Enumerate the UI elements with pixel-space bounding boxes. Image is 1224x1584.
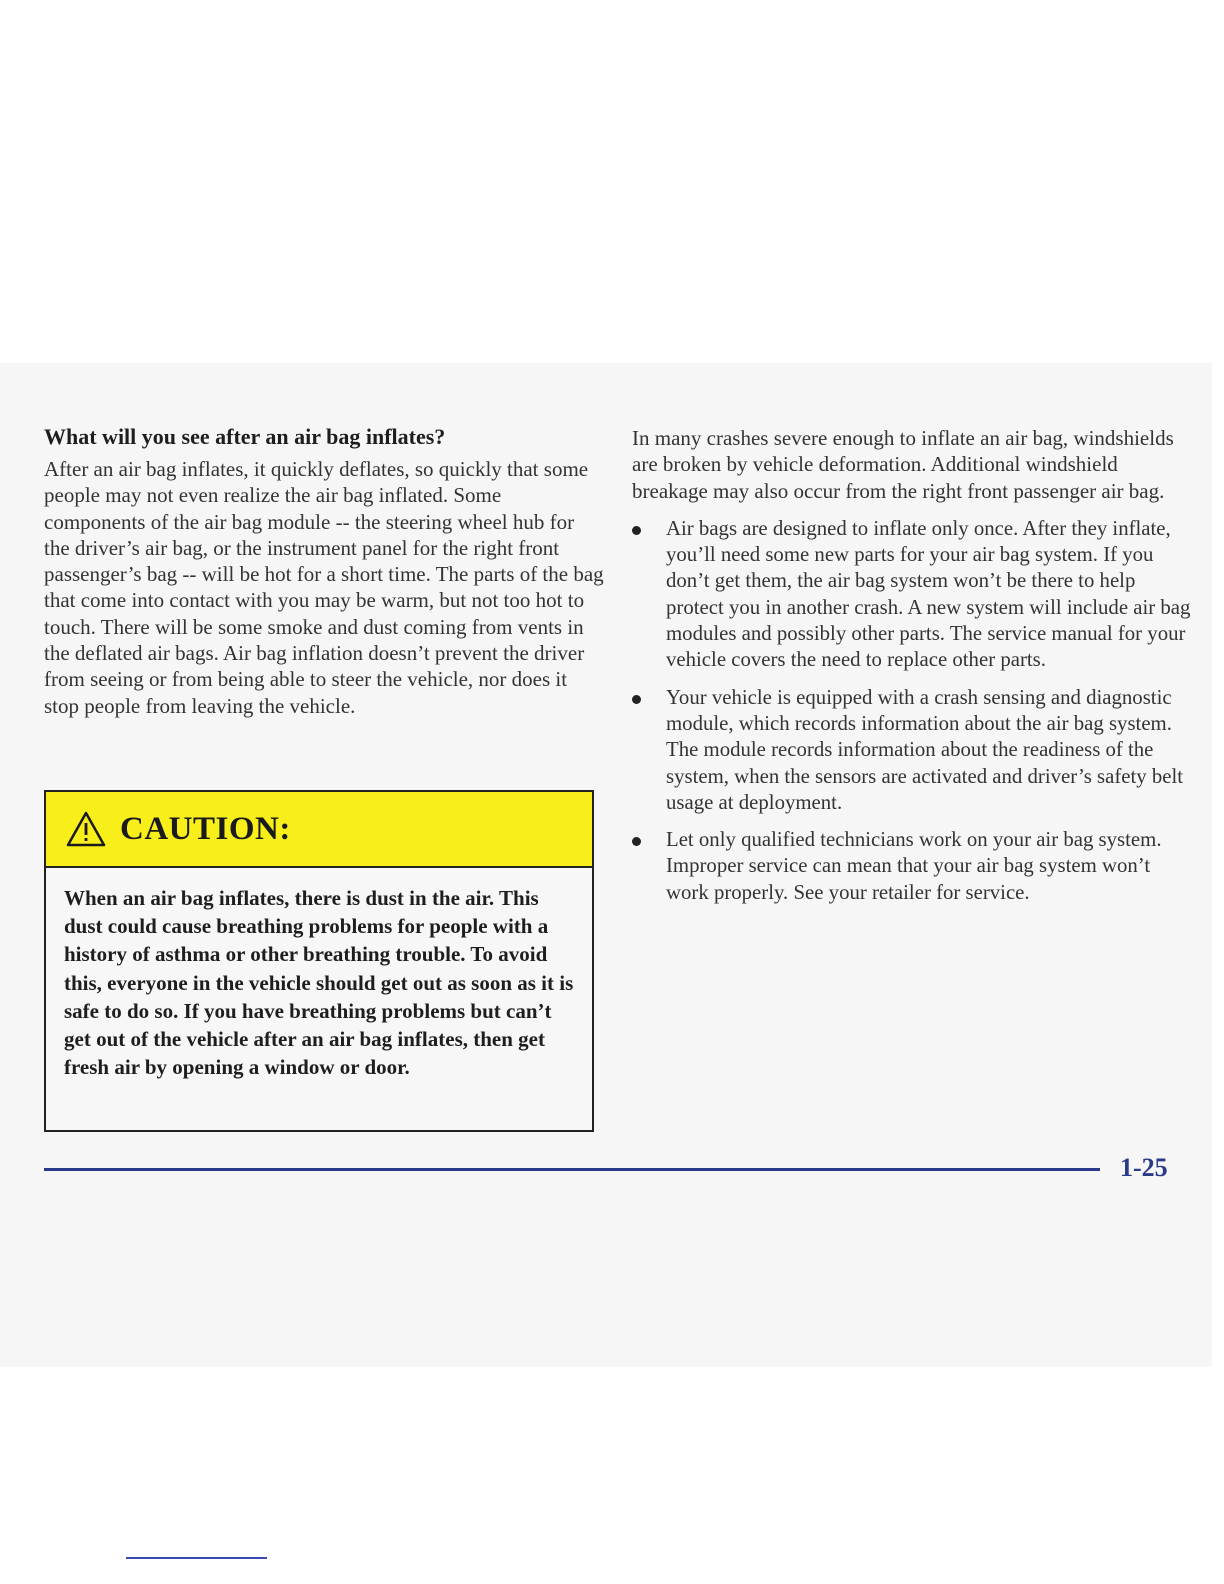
intro-paragraph: In many crashes severe enough to inflate an air bag, windshields are broken by vehicle deformation. Additional windshield breakage may also occur from the right front passenger air bag. (632, 426, 1174, 503)
bullet-icon (632, 695, 641, 704)
list-item-text: Let only qualified technicians work on your air bag system. Improper service can mean that your air bag system won’t work properly. See your retailer for service. (666, 828, 1162, 904)
caution-box (44, 790, 594, 1132)
right-column (632, 425, 1192, 917)
caution-text: When an air bag inflates, there is dust in the air. This dust could cause breathing problems for people with a history of asthma or other breathing trouble. To avoid this, everyone in the vehicle should get out as soon as it is safe to do so. If you have breathing problems but can’t get out of the vehicle after an air bag inflates, then get fresh air by opening a window or door. (64, 886, 574, 1080)
section-paragraph: After an air bag inflates, it quickly deflates, so quickly that some people may not even realize the air bag inflated. Some components of the air bag module -- the steering wheel hub for the driver’s air bag, or the instrument panel for the right front passenger’s bag -- will be hot for a short time. The parts of the bag that come into contact with you may be warm, but not too hot to touch. There will be some smoke and dust coming from vents in the deflated air bags. Air bag inflation doesn’t prevent the driver from seeing or from being able to steer the vehicle, nor does it stop people from leaving the vehicle. (44, 457, 604, 718)
section-heading: What will you see after an air bag inflates? (44, 424, 446, 449)
bullet-list (632, 516, 1192, 906)
list-item-text: Your vehicle is equipped with a crash sensing and diagnostic module, which records information about the air bag system. The module records information about the readiness of the system, when the sensors are activated and driver’s safety belt usage at deployment. (666, 685, 1184, 814)
warning-triangle-icon (66, 811, 106, 847)
caution-title: CAUTION: (120, 810, 291, 847)
list-item (632, 685, 1192, 816)
bottom-link-underline[interactable] (126, 1557, 267, 1559)
list-item (632, 516, 1192, 674)
footer-rule (44, 1168, 1100, 1171)
page-number: 1-25 (1120, 1153, 1168, 1182)
caution-header (46, 792, 592, 868)
bullet-icon (632, 837, 641, 846)
left-column (44, 424, 604, 719)
bullet-icon (632, 526, 641, 535)
list-item-text: Air bags are designed to inflate only once. After they inflate, you’ll need some new parts for your air bag system. If you don’t get them, the air bag system won’t be there to help protect you in another crash. A new system will include air bag modules and possibly other parts. The service manual for your vehicle covers the need to replace other parts. (666, 516, 1191, 672)
list-item (632, 827, 1192, 906)
